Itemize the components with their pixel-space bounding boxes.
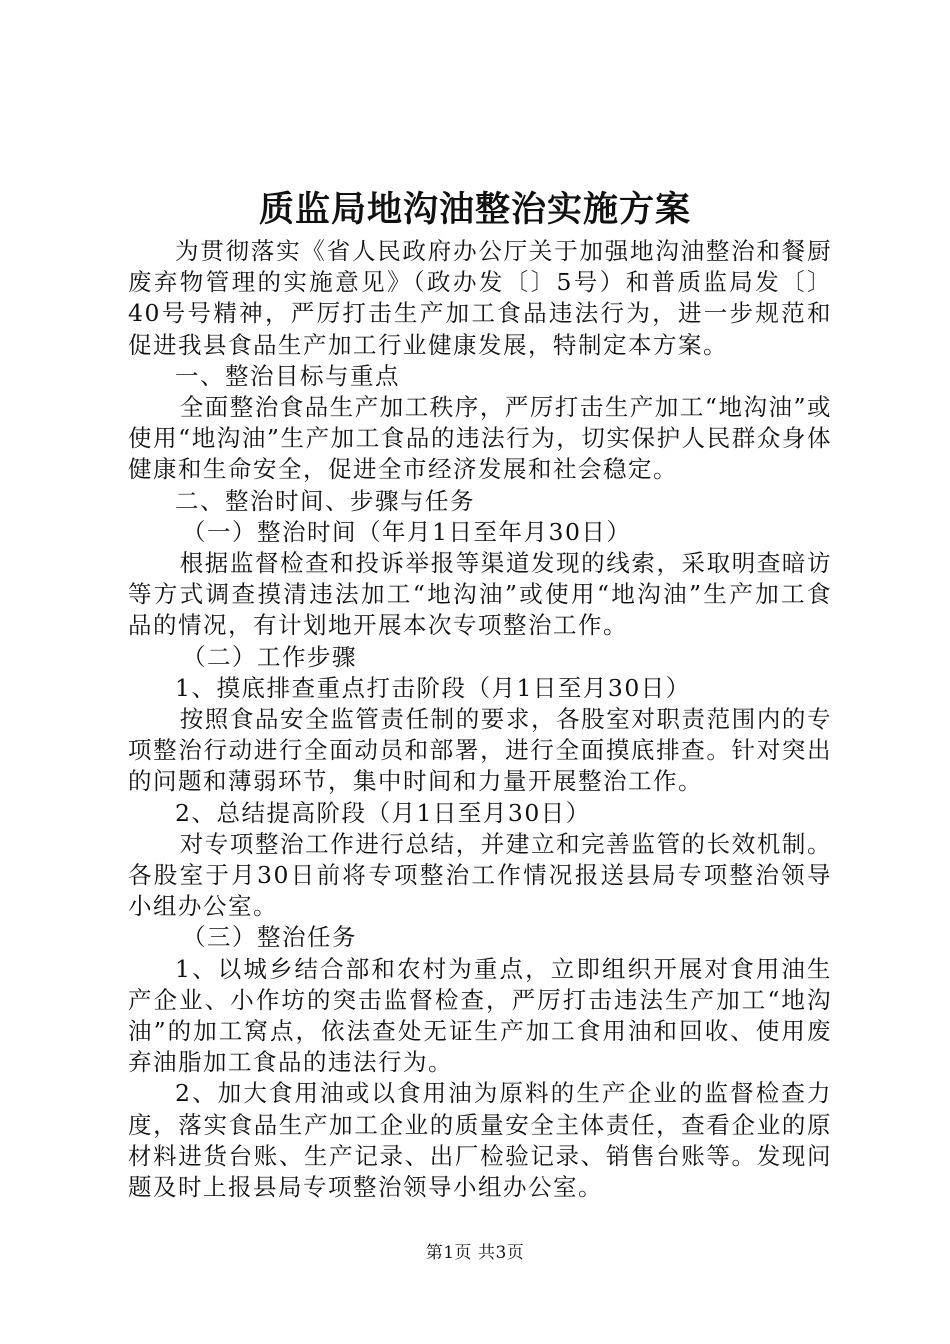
section-heading-2: 二、整治时间、步骤与任务 — [175, 486, 475, 515]
step-heading-2: 2、总结提高阶段（月1日至月30日） — [175, 798, 591, 827]
subsection-heading-time: （一）整治时间（年月1日至年月30日） — [182, 517, 632, 546]
document-body — [128, 236, 832, 1203]
subsection-heading-tasks: （三）整治任务 — [182, 923, 358, 952]
paragraph-step-1: 按照食品安全监管责任制的要求，各股室对职责范围内的专项整治行动进行全面动员和部署，进行全面摸底排查。针对突出的问题和薄弱环节，集中时间和力量开展整治工作。 — [128, 705, 832, 796]
paragraph-step-2: 对专项整治工作进行总结，并建立和完善监管的长效机制。各股室于月30日前将专项整治工作情况报送县局专项整治领导小组办公室。 — [128, 829, 832, 921]
page-footer: 第1页 共3页 — [425, 1243, 525, 1263]
paragraph-task-1: 1、以城乡结合部和农村为重点，立即组织开展对食用油生产企业、小作坊的突击监督检查，严厉打击违法生产加工“地沟油”的加工窝点，依法查处无证生产加工食用油和回收、使用废弃油脂加工食品的违法行为。 — [128, 954, 832, 1077]
paragraph-time: 根据监督检查和投诉举报等渠道发现的线索，采取明查暗访等方式调查摸清违法加工“地沟油”或使用“地沟油”生产加工食品的情况，有计划地开展本次专项整治工作。 — [128, 549, 832, 640]
intro-paragraph: 为贯彻落实《省人民政府办公厅关于加强地沟油整治和餐厨废弃物管理的实施意见》（政办发〔〕5号）和普质监局发〔〕40号号精神，严厉打击生产加工食品违法行为，进一步规范和促进我县食品生产加工行业健康发展，特制定本方案。 — [128, 237, 832, 359]
paragraph-task-2: 2、加大食用油或以食用油为原料的生产企业的监督检查力度，落实食品生产加工企业的质量安全主体责任，查看企业的原材料进货台账、生产记录、出厂检验记录、销售台账等。发现问题及时上报县局专项整治领导小组办公室。 — [128, 1079, 832, 1202]
document-title: 质监局地沟油整治实施方案 — [258, 189, 691, 230]
section-heading-1: 一、整治目标与重点 — [175, 361, 400, 390]
paragraph-goals: 全面整治食品生产加工秩序，严厉打击生产加工“地沟油”或使用“地沟油”生产加工食品的违法行为，切实保护人民群众身体健康和生命安全，促进全市经济发展和社会稳定。 — [128, 393, 832, 484]
subsection-heading-steps: （二）工作步骤 — [182, 642, 358, 671]
step-heading-1: 1、摸底排查重点打击阶段（月1日至月30日） — [175, 673, 691, 702]
